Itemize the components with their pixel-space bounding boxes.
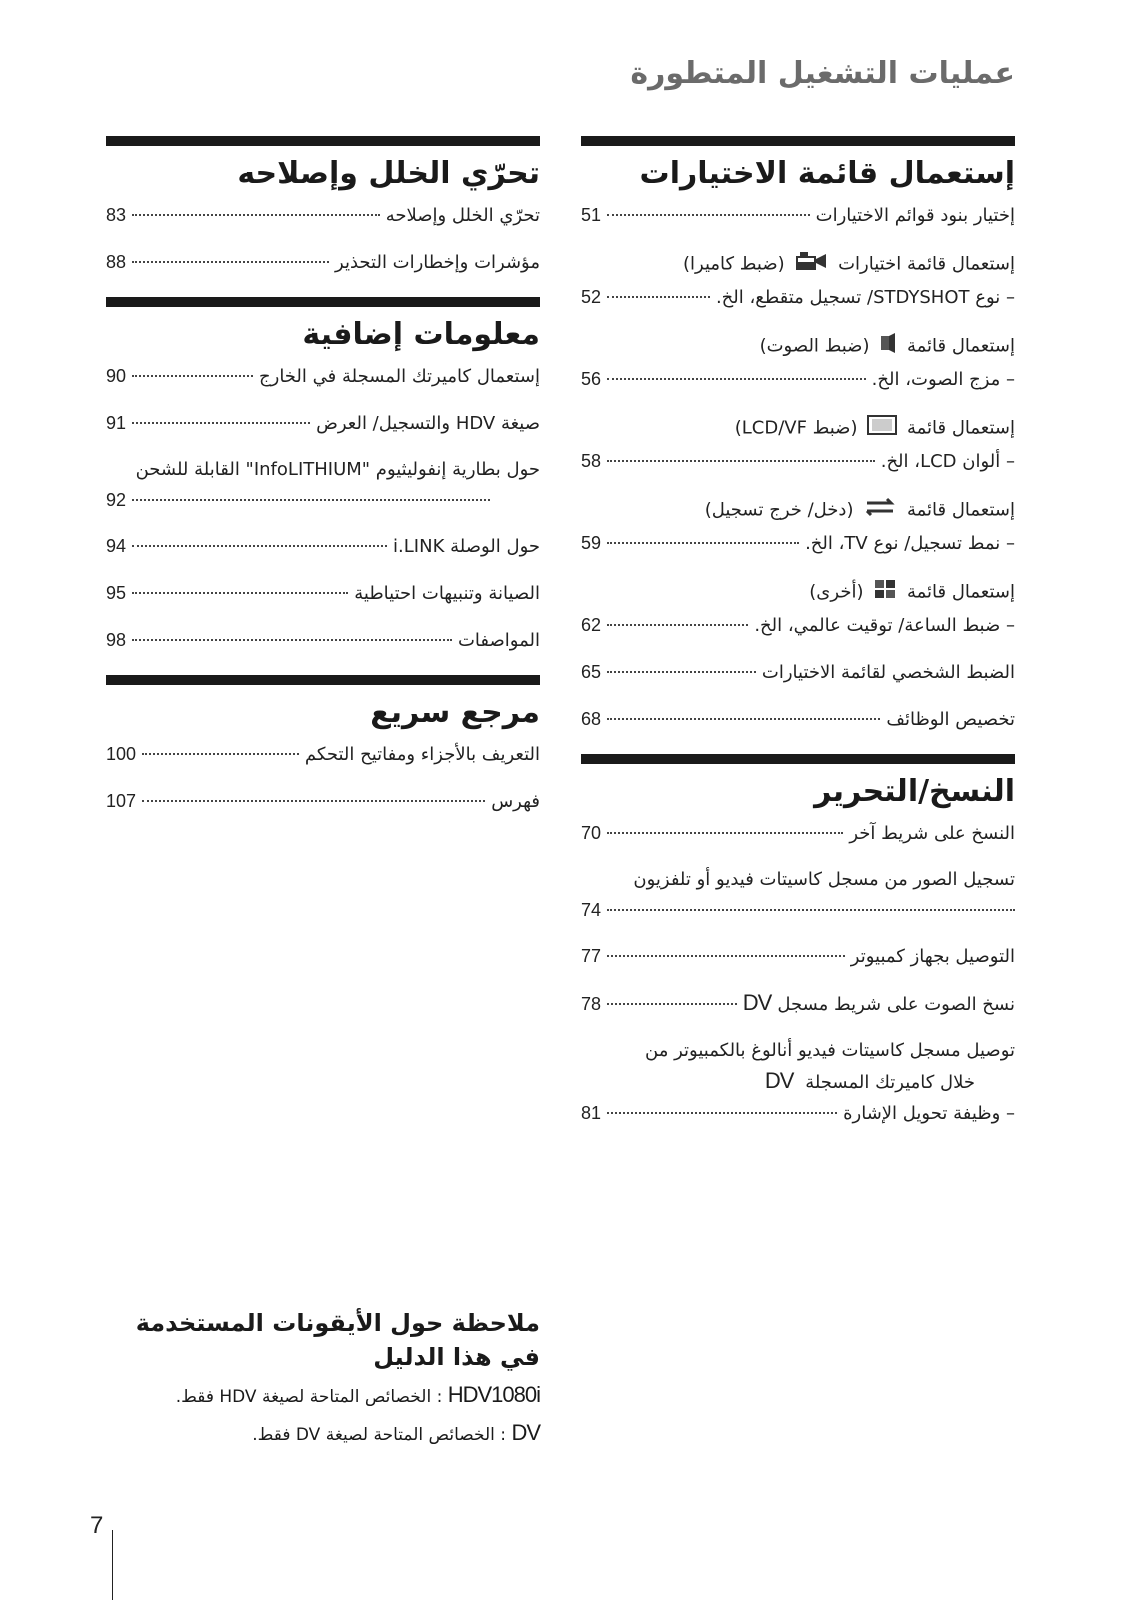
page-number: 100	[106, 744, 137, 764]
dot-leader	[142, 753, 299, 755]
entry-text: الصيانة وتنبيهات احتياطية	[354, 583, 540, 604]
entry-subtext: (دخل/ خرج تسجيل)	[704, 499, 854, 521]
page-number: 78	[581, 994, 602, 1014]
dv-badge: DV	[742, 990, 772, 1015]
note-line-dv	[106, 1418, 540, 1450]
page-number: 83	[106, 205, 127, 225]
icons-note	[106, 1306, 540, 1450]
toc-entry[interactable]	[106, 742, 540, 767]
dot-leader	[607, 1112, 837, 1114]
dot-leader	[607, 296, 710, 298]
page-number: 65	[581, 662, 602, 682]
toc-entry[interactable]	[106, 203, 540, 228]
entry-subitem: – وظيفة تحويل الإشارة	[843, 1103, 1015, 1124]
toc-entry[interactable]	[581, 944, 1015, 969]
audio-settings-icon	[879, 332, 897, 361]
dot-leader	[607, 624, 748, 626]
dot-leader	[607, 1003, 737, 1005]
toc-entry[interactable]	[106, 789, 540, 814]
section-title: إستعمال قائمة الاختيارات	[639, 156, 1015, 191]
entry-subtext: (ضبط كاميرا)	[683, 253, 785, 275]
page-number: 70	[581, 823, 602, 843]
page-number: 62	[581, 615, 602, 635]
entry-subtext: (ضبط LCD/VF)	[734, 417, 858, 439]
entry-text: إستعمال قائمة	[906, 581, 1015, 603]
toc-entry[interactable]	[581, 991, 1015, 1017]
section-title: تحرّي الخلل وإصلاحه	[237, 156, 540, 191]
section-title: معلومات إضافية	[302, 317, 540, 352]
dot-leader	[607, 460, 875, 462]
toc-entry[interactable]	[106, 364, 540, 389]
dot-leader	[132, 545, 387, 547]
footer-rule	[112, 1530, 113, 1600]
section-rule	[581, 136, 1015, 146]
note-text: : الخصائص المتاحة لصيغة DV فقط.	[252, 1425, 507, 1445]
dot-leader	[607, 671, 756, 673]
entry-text: خلال كاميرتك المسجلة	[805, 1072, 975, 1093]
section-title: النسخ/التحرير	[814, 774, 1015, 809]
note-title: ملاحظة حول الأيقونات المستخدمة في هذا الدليل	[135, 1309, 540, 1371]
toc-column-right	[581, 136, 1015, 1148]
toc-entry[interactable]	[106, 581, 540, 606]
toc-entry[interactable]	[106, 411, 540, 436]
entry-text: إستعمال قائمة اختيارات	[838, 253, 1015, 275]
entry-text: التوصيل بجهاز كمبيوتر	[850, 946, 1015, 967]
toc-entry[interactable]	[581, 414, 1015, 474]
toc-column-left	[106, 136, 540, 836]
dot-leader	[132, 375, 253, 377]
section-quick-reference	[106, 675, 540, 814]
dot-leader	[607, 718, 880, 720]
dot-leader	[132, 592, 348, 594]
page-number-footer: 7	[90, 1512, 104, 1539]
page-number: 81	[581, 1103, 602, 1123]
entry-text: تخصيص الوظائف	[886, 709, 1015, 730]
toc-entry[interactable]	[581, 203, 1015, 228]
dot-leader	[132, 422, 310, 424]
entry-subitem: – ضبط الساعة/ توقيت عالمي، الخ.	[754, 615, 1015, 636]
entry-subitem: – ألوان LCD، الخ.	[880, 451, 1015, 472]
page-number: 56	[581, 369, 602, 389]
section-menu	[581, 136, 1015, 732]
entry-subtext: (ضبط الصوت)	[759, 335, 870, 357]
note-text: : الخصائص المتاحة لصيغة HDV فقط.	[175, 1387, 443, 1407]
entry-subitem: – مزج الصوت، الخ.	[871, 369, 1015, 390]
toc-entry[interactable]	[581, 578, 1015, 638]
entry-text: النسخ على شريط آخر	[849, 823, 1015, 844]
section-rule	[106, 136, 540, 146]
page-number: 77	[581, 946, 602, 966]
page-number: 68	[581, 709, 602, 729]
page-number: 90	[106, 366, 127, 386]
section-additional-info	[106, 297, 540, 653]
dot-leader	[607, 214, 810, 216]
toc-entry[interactable]	[581, 332, 1015, 392]
toc-entry[interactable]	[106, 250, 540, 275]
toc-entry[interactable]	[106, 458, 540, 512]
page-number: 91	[106, 413, 127, 433]
page-number: 98	[106, 630, 127, 650]
entry-subitem: – نوع STDYSHOT/ تسجيل متقطع، الخ.	[715, 287, 1015, 308]
section-troubleshooting	[106, 136, 540, 275]
page-number: 51	[581, 205, 602, 225]
page-number: 94	[106, 536, 127, 556]
entry-text: إستعمال قائمة	[906, 417, 1015, 439]
in-out-rec-icon	[863, 496, 897, 525]
toc-entry[interactable]	[581, 660, 1015, 685]
others-icon	[873, 578, 897, 607]
section-rule	[106, 675, 540, 685]
entry-text: إستعمال قائمة	[906, 499, 1015, 521]
camera-settings-icon	[794, 250, 828, 279]
toc-entry[interactable]	[106, 534, 540, 559]
page-number: 59	[581, 533, 602, 553]
dot-leader	[607, 542, 799, 544]
toc-entry[interactable]	[581, 1039, 1015, 1126]
entry-subtext: (أخرى)	[809, 581, 864, 603]
entry-text: حول الوصلة i.LINK	[393, 536, 540, 557]
entry-text: إستعمال قائمة	[906, 335, 1015, 357]
dot-leader	[132, 261, 329, 263]
entry-text: التعريف بالأجزاء ومفاتيح التحكم	[304, 744, 540, 765]
entry-text: تحرّي الخلل وإصلاحه	[385, 205, 540, 226]
entry-text: إختيار بنود قوائم الاختيارات	[815, 205, 1015, 226]
dot-leader	[132, 214, 380, 216]
hdv1080i-badge: HDV1080i	[447, 1382, 540, 1407]
toc-entry[interactable]	[581, 496, 1015, 556]
section-title: مرجع سريع	[370, 695, 540, 730]
page-number: 95	[106, 583, 127, 603]
dv-badge: DV	[764, 1068, 794, 1093]
entry-text: الضبط الشخصي لقائمة الاختيارات	[761, 662, 1015, 683]
page-number: 58	[581, 451, 602, 471]
page-number: 88	[106, 252, 127, 272]
lcd-vf-icon	[867, 414, 897, 443]
entry-text: إستعمال كاميرتك المسجلة في الخارج	[259, 366, 540, 387]
page-number: 52	[581, 287, 602, 307]
page-number: 74	[581, 900, 602, 920]
page-header-title: عمليات التشغيل المتطورة	[630, 56, 1015, 91]
dot-leader	[607, 909, 1015, 911]
toc-entry[interactable]	[581, 821, 1015, 846]
entry-subitem: – نمط تسجيل/ نوع TV، الخ.	[805, 533, 1015, 554]
dv-badge: DV	[511, 1420, 540, 1445]
entry-text: المواصفات	[457, 630, 540, 651]
page-number: 92	[106, 490, 127, 510]
page-number: 107	[106, 791, 137, 811]
note-line-hdv	[106, 1380, 540, 1412]
dot-leader	[132, 499, 490, 501]
entry-text: صيغة HDV والتسجيل/ العرض	[316, 413, 540, 434]
dot-leader	[132, 639, 452, 641]
entry-text: حول بطارية إنفوليثيوم "InfoLITHIUM" القابلة للشحن	[135, 459, 540, 480]
dot-leader	[607, 832, 843, 834]
entry-text: نسخ الصوت على شريط مسجل	[777, 994, 1015, 1015]
entry-text: تسجيل الصور من مسجل كاسيتات فيديو أو تلفزيون	[633, 869, 1015, 890]
dot-leader	[607, 378, 866, 380]
section-rule	[581, 754, 1015, 764]
section-rule	[106, 297, 540, 307]
dot-leader	[142, 800, 485, 802]
entry-text: فهرس	[491, 791, 540, 812]
entry-text: مؤشرات وإخطارات التحذير	[335, 252, 540, 273]
toc-entry[interactable]	[581, 707, 1015, 732]
dot-leader	[607, 955, 845, 957]
entry-text: توصيل مسجل كاسيتات فيديو أنالوغ بالكمبيوتر من	[645, 1040, 1015, 1061]
toc-entry[interactable]	[581, 250, 1015, 310]
section-dubbing	[581, 754, 1015, 1126]
toc-entry[interactable]	[581, 868, 1015, 922]
toc-entry[interactable]	[106, 628, 540, 653]
